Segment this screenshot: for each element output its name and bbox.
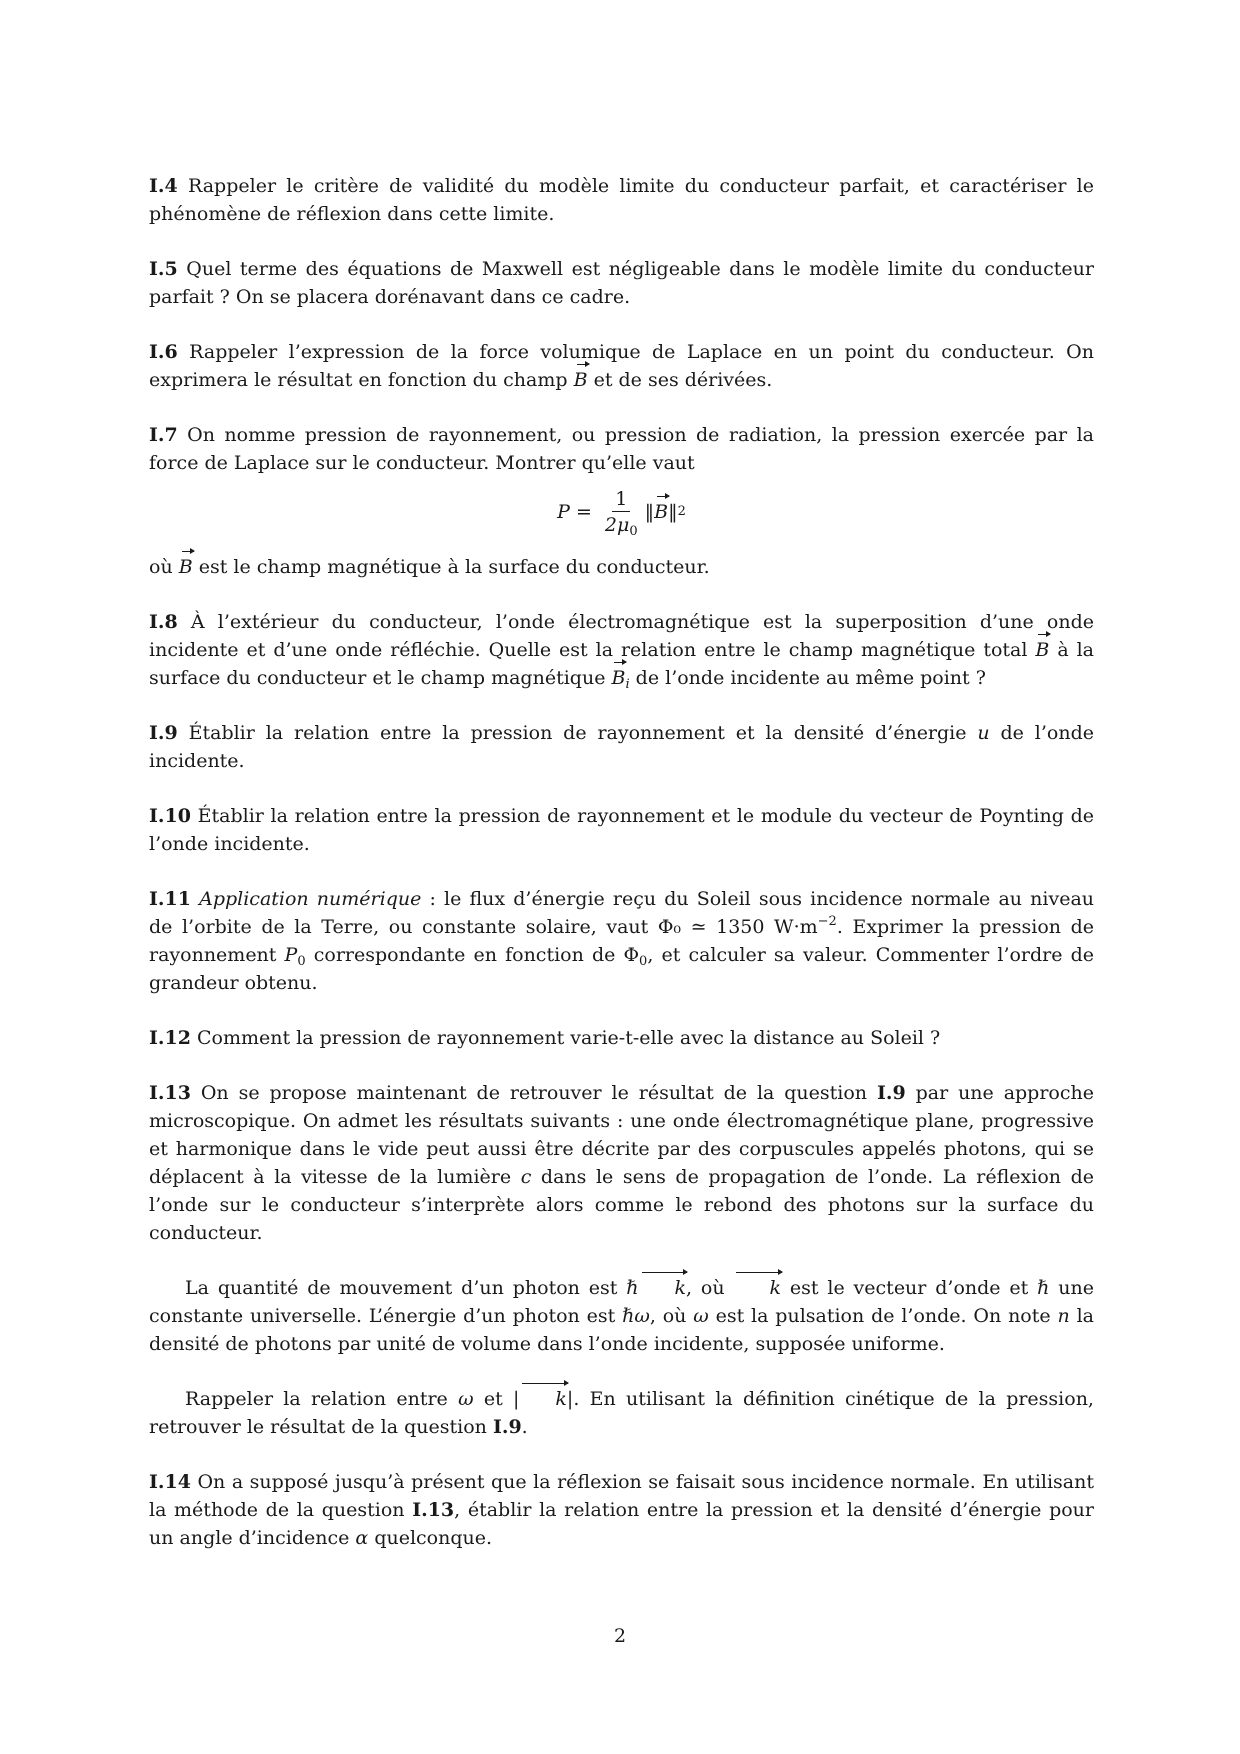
- question-ref: I.13: [412, 1499, 455, 1521]
- symbol-c: c: [520, 1166, 532, 1188]
- question-text: de l’onde incidente.: [149, 722, 1094, 772]
- vector-k: k: [733, 1274, 781, 1302]
- question-text: Établir la relation entre la pression de rayonnement et le module du vecteur de Poynting de l’onde incidente.: [149, 805, 1094, 855]
- pressure-formula: P = $\frac{1}{2\mu_0}$ ‖ B ‖ 2: [557, 487, 686, 539]
- question-text: Établir la relation entre la pression de rayonnement et la densité d’énergie: [188, 722, 967, 744]
- question-number: I.9: [149, 722, 178, 744]
- norm-close: ‖: [668, 501, 678, 523]
- question-number: I.10: [149, 805, 191, 827]
- question-text: : le flux d’énergie reçu du Soleil sous incidence normale au niveau de l’orbite de la Terre, ou constante solaire, vaut: [149, 888, 1095, 938]
- question-i14: [149, 1468, 1094, 1552]
- question-text: dans le sens de propagation de l’onde. La réflexion de l’onde sur le conducteur s’interprète alors comme le rebond des photons sur la surface du conducteur.: [149, 1166, 1094, 1244]
- abs-k: | k|: [513, 1388, 573, 1410]
- vector-b: B: [654, 498, 668, 526]
- question-number: I.8: [149, 611, 178, 633]
- formula-equals: =: [575, 501, 592, 523]
- question-text: Rappeler le critère de validité du modèle limite du conducteur parfait, et caractériser le phénomène de réflexion dans cette limite.: [149, 175, 1094, 225]
- question-text: correspondante en fonction de: [313, 944, 616, 966]
- question-text: On se propose maintenant de retrouver le résultat de la question: [200, 1082, 868, 1104]
- vector-k: k: [639, 1274, 687, 1302]
- solar-constant: Φ₀ ≃ 1350 $W\cdot m^{-2}$: [657, 914, 837, 938]
- question-i7: [149, 421, 1094, 581]
- paragraph: [149, 1079, 1094, 1247]
- question-text: À l’extérieur du conducteur, l’onde électromagnétique est la superposition d’une onde incidente et d’une onde réfléchie. Quelle est la relation entre le champ magnétique total: [149, 611, 1094, 661]
- question-i13: [149, 1079, 1094, 1441]
- question-text: On a supposé jusqu’à présent que la réflexion se faisait sous incidence normale. En utilisant la méthode de la question: [149, 1471, 1095, 1521]
- paragraph: La quantité de mouvement d’un photon est ℏ k, où k est le vecteur d’onde et ℏ une constante universelle. L’énergie d’un photon est ℏω, où ω est la pulsation de l’onde. On note n la densité de photons par unité de volume dans l’onde incidente, supposée uniforme.: [149, 1274, 1094, 1358]
- paragraph: Rappeler la relation entre ω et | k|. En utilisant la définition cinétique de la pression, retrouver le résultat de la question I.9.: [149, 1385, 1094, 1441]
- formula-p: P: [557, 501, 570, 523]
- symbol-alpha: α: [355, 1527, 369, 1549]
- question-i8: I.8 À l’extérieur du conducteur, l’onde électromagnétique est la superposition d’une onde incidente et d’une onde réfléchie. Quelle est la relation entre le champ magnétique total B à la surface du conducteur et le champ magnétique $B_i$ de l’onde incidente au même point ?: [149, 611, 1094, 692]
- question-number: I.4: [149, 175, 178, 197]
- vector-b: B: [179, 553, 193, 581]
- question-text: et de ses dérivées.: [593, 369, 773, 391]
- question-text: Rappeler l’expression de la force volumique de Laplace en un point du conducteur. On exprimera le résultat en fonction du champ: [149, 341, 1094, 391]
- fraction-numerator: 1: [612, 487, 630, 512]
- vector-bi: B: [611, 664, 625, 692]
- fraction-denominator: $2\mu_0$: [604, 513, 638, 539]
- symbol-omega: ω: [458, 1388, 474, 1410]
- question-i10: [149, 802, 1094, 858]
- vector-b: B: [1035, 636, 1049, 664]
- question-text: , et calculer sa valeur. Commenter l’ordre de grandeur obtenu.: [149, 944, 1094, 994]
- symbol-omega: ω: [693, 1305, 709, 1327]
- question-number: I.5: [149, 258, 178, 280]
- document-page: [149, 172, 1094, 1579]
- question-text: à la surface du conducteur et le champ magnétique: [149, 639, 1094, 689]
- question-text: où: [149, 556, 173, 578]
- symbol-hbar-omega: ℏω: [622, 1305, 650, 1327]
- formula-fraction: [602, 487, 641, 538]
- vector-b: B: [574, 366, 588, 394]
- question-number: I.6: [149, 341, 178, 363]
- symbol-hbar: ℏ: [1037, 1277, 1050, 1299]
- question-number: I.14: [149, 1471, 191, 1493]
- question-text: Quel terme des équations de Maxwell est négligeable dans le modèle limite du conducteur parfait ? On se placera dorénavant dans ce cadre.: [149, 258, 1094, 308]
- question-text: est le champ magnétique à la surface du conducteur.: [198, 556, 710, 578]
- symbol-phi0: Φ: [623, 944, 640, 966]
- question-text: par une approche microscopique. On admet les résultats suivants : une onde électromagnétique plane, progressive et harmonique dans le vide peut aussi être décrite par des corpuscules appelés photons, qui se déplacent à la vitesse de la lumière: [149, 1082, 1094, 1188]
- question-number: I.11: [149, 888, 191, 910]
- symbol-u: u: [977, 722, 990, 744]
- question-ref: I.9: [876, 1082, 906, 1104]
- question-number: I.7: [149, 424, 178, 446]
- question-number: I.12: [149, 1027, 191, 1049]
- symbol-n: n: [1057, 1305, 1070, 1327]
- question-text: , établir la relation entre la pression et la densité d’énergie pour un angle d’incidence: [149, 1499, 1094, 1549]
- question-text: quelconque.: [374, 1527, 493, 1549]
- question-text: Comment la pression de rayonnement varie-t-elle avec la distance au Soleil ?: [197, 1027, 941, 1049]
- question-ref: I.9: [492, 1416, 522, 1438]
- question-i9: [149, 719, 1094, 775]
- symbol-hbar: ℏ: [626, 1277, 639, 1299]
- question-i11: I.11 Application numérique : le flux d’énergie reçu du Soleil sous incidence normale au niveau de l’orbite de la Terre, ou constante solaire, vaut Φ₀ ≃ 1350 $W\cdot m^{-2}$. Exprimer la pression de rayonnement $P_0$ correspondante en fonction de $\Phi_0$, et calculer sa valeur. Commenter l’ordre de grandeur obtenu.: [149, 888, 1095, 994]
- page-number: 2: [613, 1625, 627, 1647]
- question-number: I.13: [149, 1082, 191, 1104]
- norm-open: ‖: [644, 501, 655, 523]
- question-i5: [149, 255, 1094, 311]
- application-label: Application numérique: [199, 888, 422, 910]
- question-text: de l’onde incidente au même point ?: [635, 667, 986, 689]
- symbol-p0: P: [284, 944, 298, 966]
- question-text: . Exprimer la pression de rayonnement: [149, 916, 1094, 966]
- question-i12: [149, 1024, 1094, 1052]
- question-i4: [149, 172, 1094, 228]
- question-i6: [149, 338, 1094, 394]
- question-text: On nomme pression de rayonnement, ou pression de radiation, la pression exercée par la force de Laplace sur le conducteur. Montrer qu’elle vaut: [149, 424, 1094, 474]
